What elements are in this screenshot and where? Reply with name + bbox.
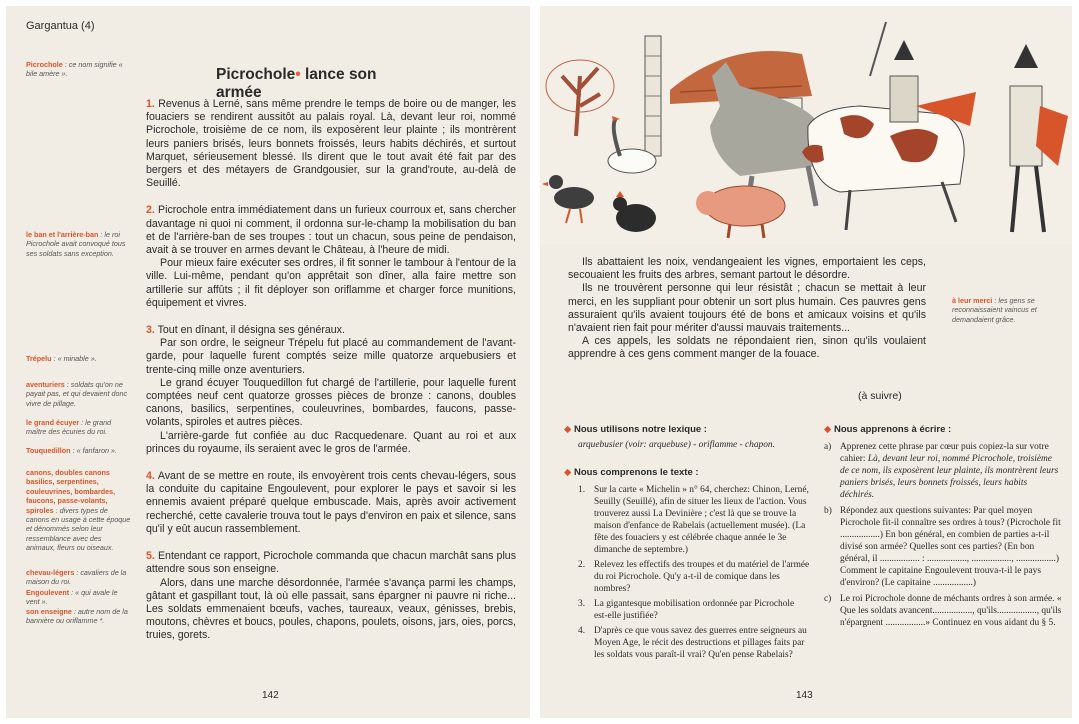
tower-icon — [645, 36, 661, 156]
glossary-entry: le grand écuyer : le grand maître des écuries du roi. — [26, 418, 112, 437]
paragraph: 2. Picrochole entra immédiatement dans un furieux courroux et, sans chercher davantage ni quoi ni comment, il ordonna sur-le-champ la mobilisation du ban et de l'arrière-ban de ses troupes : tout un chacun, sous peine de pendaison, avait à se trouver en armes devant le Château, à l'heure de midi. — [146, 204, 516, 257]
paragraph: 1. Revenus à Lerné, sans même prendre le temps de boire ou de manger, les fouaciers se rendirent aussitôt au palais royal. Là, devant leur roi, nommé Picrochole, troisième de ce nom, ils exposèrent leur plainte ; ils montrèrent leurs paniers brisés, leurs bonnets froissés, leurs habits déchirés, et surtout Marquet, sérieusement blessé. Ils dirent que le tout avait été fait par des bergers et des métayers de Grandgousier, sur la grand'route, au-delà de Seuillé. — [146, 98, 516, 190]
paragraph: Ils abattaient les noix, vendangeaient les vignes, emportaient les ceps, secouaient les fruits des arbres, semant partout le désordre. — [568, 256, 926, 282]
glossary-entry: à leur merci : les gens se reconnaissaient vaincus et demandaient grâce. — [952, 296, 1037, 324]
page-title: Picrochole• lance son armée — [216, 66, 377, 101]
army-illustration — [540, 6, 1072, 244]
glossary-entry: le ban et l'arrière-ban : le roi Picrochole avait convoqué tous ses soldats sans exception. — [26, 230, 126, 258]
paragraph: Pour mieux faire exécuter ses ordres, il fit sonner le tambour à l'entour de la ville. Lui-même, pendant qu'on apprêtait son dîner, alla faire mettre son artillerie sur affûts ; il fit déployer son oriflamme et charger force munitions, équipement et vivres. — [146, 257, 516, 309]
left-page — [6, 6, 530, 718]
glossary-entry: son enseigne : autre nom de la bannière ou oriflamme *. — [26, 607, 128, 626]
list-item: a) Apprenez cette phrase par cœur puis copiez-la sur votre cahier: Là, devant leur roi, nommé Picrochole, troisième de ce nom, ils exposèrent leur plainte, ils montrèrent leurs paniers brisés, leurs bonnets froissés, leurs habits déchirés. — [824, 442, 1059, 500]
page-number: 143 — [796, 690, 813, 701]
main-text — [146, 98, 516, 643]
to-be-continued: (à suivre) — [858, 390, 902, 402]
glossary-entry: canons, doubles canons basilics, serpentines, couleuvrines, bombardes, faucons, passe-volants, spiroles : divers types de canons en usage à cette époque et dénommés selon leur ressemblance avec des animaux, fleurs ou oiseaux. — [26, 468, 131, 553]
list-item: 3. La gigantesque mobilisation ordonnée par Picrochole est-elle justifiée? — [578, 599, 795, 621]
paragraph: L'arrière-garde fut confiée au duc Racquedenare. Quant au roi et aux princes du royaume, ils seraient avec le gros de l'armée. — [146, 429, 516, 455]
paragraph: Alors, dans une marche désordonnée, l'armée s'avança parmi les champs, gâtant et gaspillant tout, là où elle passait, sans épargner ni pauvre ni riche... Les soldats emmenaient bœufs, vaches, taureaux, veaux, génisses, brebis, moutons, chèvres et boucs, poules, chapons, poulets, oisons, jars, oies, porcs, truies, gorets. — [146, 576, 516, 642]
paragraph: 3. Tout en dînant, il désigna ses généraux. — [146, 324, 345, 337]
paragraph: 5. Entendant ce rapport, Picrochole commanda que chacun marchât sans plus attendre sous son enseigne. — [146, 550, 516, 576]
lexique-words: arquebusier (voir: arquebuse) - oriflamme - chapon. — [578, 440, 775, 450]
paragraph: Ils ne trouvèrent personne qui leur résistât ; chacun se mettait à leur merci, en les suppliant pour obtenir un sort plus humain. Ces pauvres gens assuraient qu'ils avaient toujours été de bons et amicaux voisins et qu'ils n'avaient rien fait pour mériter d'aussi mauvais traitements... — [568, 282, 926, 335]
list-item: c) Le roi Picrochole donne de méchants ordres à son armée. « Que les soldats avancent................., qu'ils................., qu'ils n'épargnent .................» Continuez en vous aidant du § 5. — [824, 594, 1062, 628]
paragraph: Par son ordre, le seigneur Trépelu fut placé au commandement de l'avant-garde, pour laquelle furent comptés seize mille quatorze arquebusiers et trente-cinq mille onze aventuriers. — [146, 337, 516, 376]
list-item: 4. D'après ce que vous savez des guerres entre seigneurs au Moyen Age, le récit des destructions et pillages faits par les soldats vous paraît-il vrai? Qu'en pense Rabelais? — [578, 626, 807, 660]
chapter-header: Gargantua (4) — [26, 20, 95, 32]
page-number: 142 — [262, 690, 279, 701]
list-item: b) Répondez aux questions suivantes: Par quel moyen Picrochole fit-il connaître ses ordres à tous? (Picrochole fit .................) En bon général, en combien de parties a-t-il divisé son armée? Quelles sont ces parties? (En bon général, il ................. : ................., ................., .................) Comment le capitaine Engoulevent trouva-t-il le pays d'environ? (Le capitaine .................) — [824, 506, 1061, 588]
paragraph: A ces appels, les soldats ne répondaient rien, sinon qu'ils voulaient apprendre à ces gens comment manger de la fouace. — [568, 335, 926, 361]
question-list — [564, 484, 810, 661]
glossary-entry: Touquedillon : « fanfaron ». — [26, 446, 117, 455]
paragraph: 4. Avant de se mettre en route, ils envoyèrent trois cents chevau-légers, sous la conduite du capitaine Engoulevent, pour explorer le pays et savoir si les ennemis avaient préparé quelque embuscade. Mais, après avoir activement recherché, cette cavalerie trouva tout le pays d'environ en paix et silence, sans qu'il y eût aucun rassemblement. — [146, 470, 516, 535]
right-page — [540, 6, 1072, 718]
glossary-entry: Trépelu : « minable ». — [26, 354, 97, 363]
section-heading: ◆ Nous utilisons notre lexique : — [564, 424, 707, 435]
section-heading: ◆ Nous comprenons le texte : — [564, 467, 699, 478]
glossary-entry: Picrochole : ce nom signifie « bile amère ». — [26, 60, 123, 79]
paragraph: Le grand écuyer Touquedillon fut chargé de l'artillerie, pour laquelle furent comptées neuf cent quatorze grosses pièces de bronze : canons, doubles canons, basilics, serpentines, couleuvrines, bombardes, faucons, passe-volants, spiroles et autres pièces. — [146, 376, 516, 429]
exercise-list — [824, 441, 1062, 629]
section-heading: ◆ Nous apprenons à écrire : — [824, 424, 952, 435]
ecrire-section — [824, 424, 1062, 629]
glossary-entry: Engoulevent : « qui avale le vent ». — [26, 588, 118, 607]
glossary-entry: chevau-légers : cavaliers de la maison du roi. — [26, 568, 127, 587]
list-item: 1. Sur la carte « Michelin » n° 64, cherchez: Chinon, Lerné, Seuilly (Seuillé), afin de situer les lieux de l'action. Vous trouverez aussi La Devinière ; c'est là que se trouve la maison d'enfance de Rabelais (actuellement musée). (La fête des fouaciers y est célébrée chaque année le 3e dimanche de septembre.) — [578, 485, 809, 555]
list-item: 2. Relevez les effectifs des troupes et du matériel de l'armée du roi Picrochole. Qu'y a-t-il de comique dans les nombres? — [578, 560, 810, 594]
comprenons-section — [564, 467, 810, 661]
main-text — [568, 256, 926, 362]
lexique-section — [564, 424, 804, 451]
glossary-entry: aventuriers : soldats qu'on ne payait pas, et qui devaient donc vivre de pillage. — [26, 380, 128, 408]
